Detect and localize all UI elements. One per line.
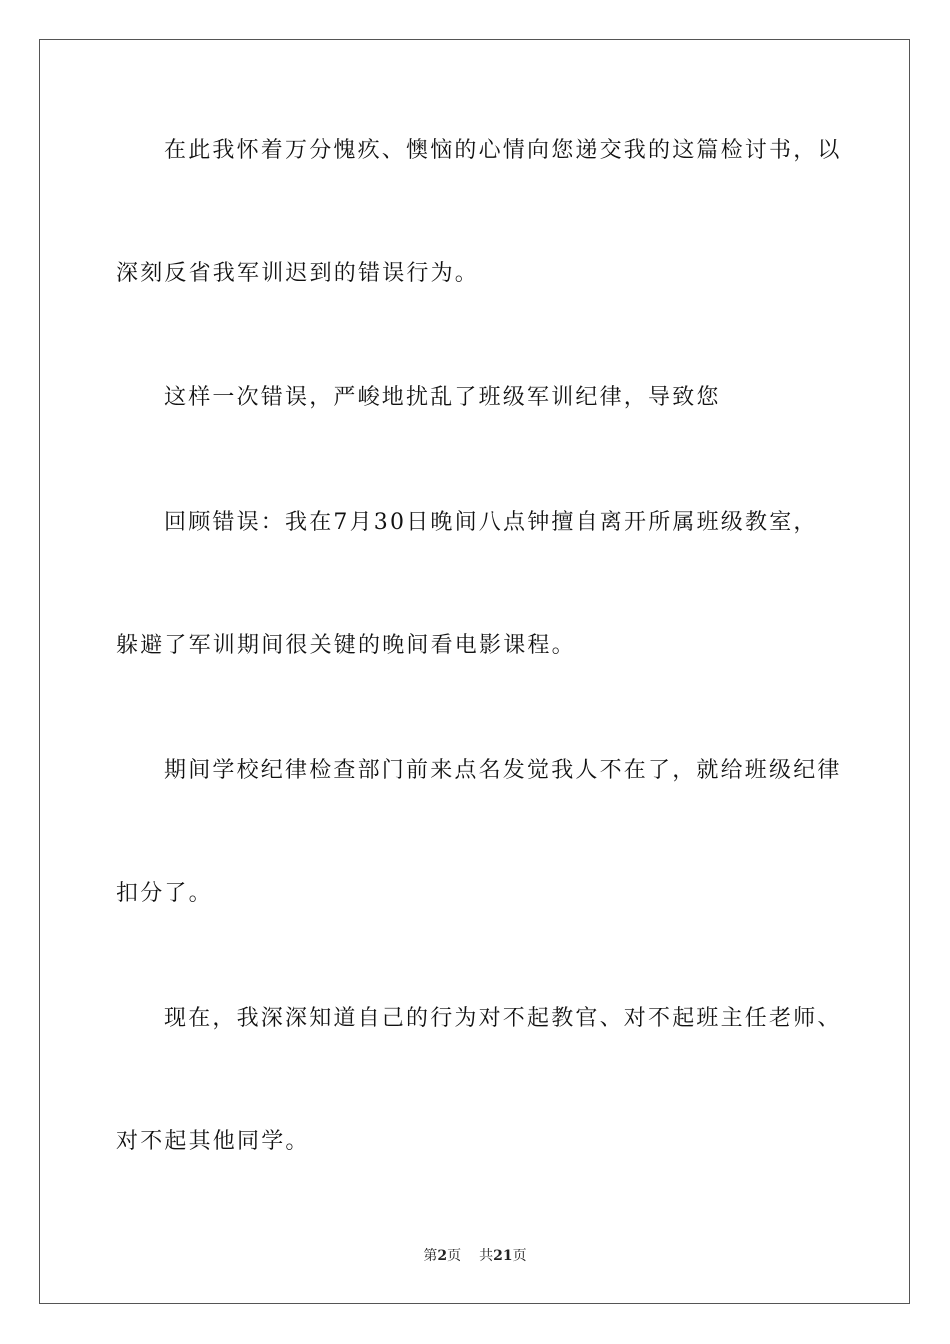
- paragraph-5-line-1: 现在，我深深知道自己的行为对不起教官、对不起班主任老师、: [164, 1006, 842, 1031]
- paragraph-2-line-1: 这样一次错误，严峻地扰乱了班级军训纪律，导致您: [164, 385, 721, 410]
- page-footer: [0, 1245, 950, 1265]
- footer-total-suffix: 页: [512, 1248, 527, 1264]
- footer-page-suffix: 页: [447, 1248, 462, 1264]
- footer-page-current: 2: [437, 1248, 448, 1264]
- paragraph-4-line-1: 期间学校纪律检查部门前来点名发觉我人不在了，就给班级纪律: [164, 758, 842, 783]
- footer-total-prefix: 共: [479, 1248, 494, 1264]
- paragraph-3-line-1: 回顾错误：我在7月30日晚间八点钟擅自离开所属班级教室，: [164, 510, 818, 535]
- paragraph-5-line-2: 对不起其他同学。: [116, 1129, 310, 1154]
- footer-page-prefix: 第: [423, 1248, 438, 1264]
- paragraph-1-line-1: 在此我怀着万分愧疚、懊恼的心情向您递交我的这篇检讨书，以: [164, 138, 842, 163]
- paragraph-3-line-2: 躲避了军训期间很关键的晚间看电影课程。: [116, 633, 576, 658]
- page-frame: [39, 39, 910, 1304]
- paragraph-1-line-2: 深刻反省我军训迟到的错误行为。: [116, 261, 480, 286]
- footer-page-total: 21: [493, 1248, 513, 1264]
- paragraph-4-line-2: 扣分了。: [116, 881, 213, 906]
